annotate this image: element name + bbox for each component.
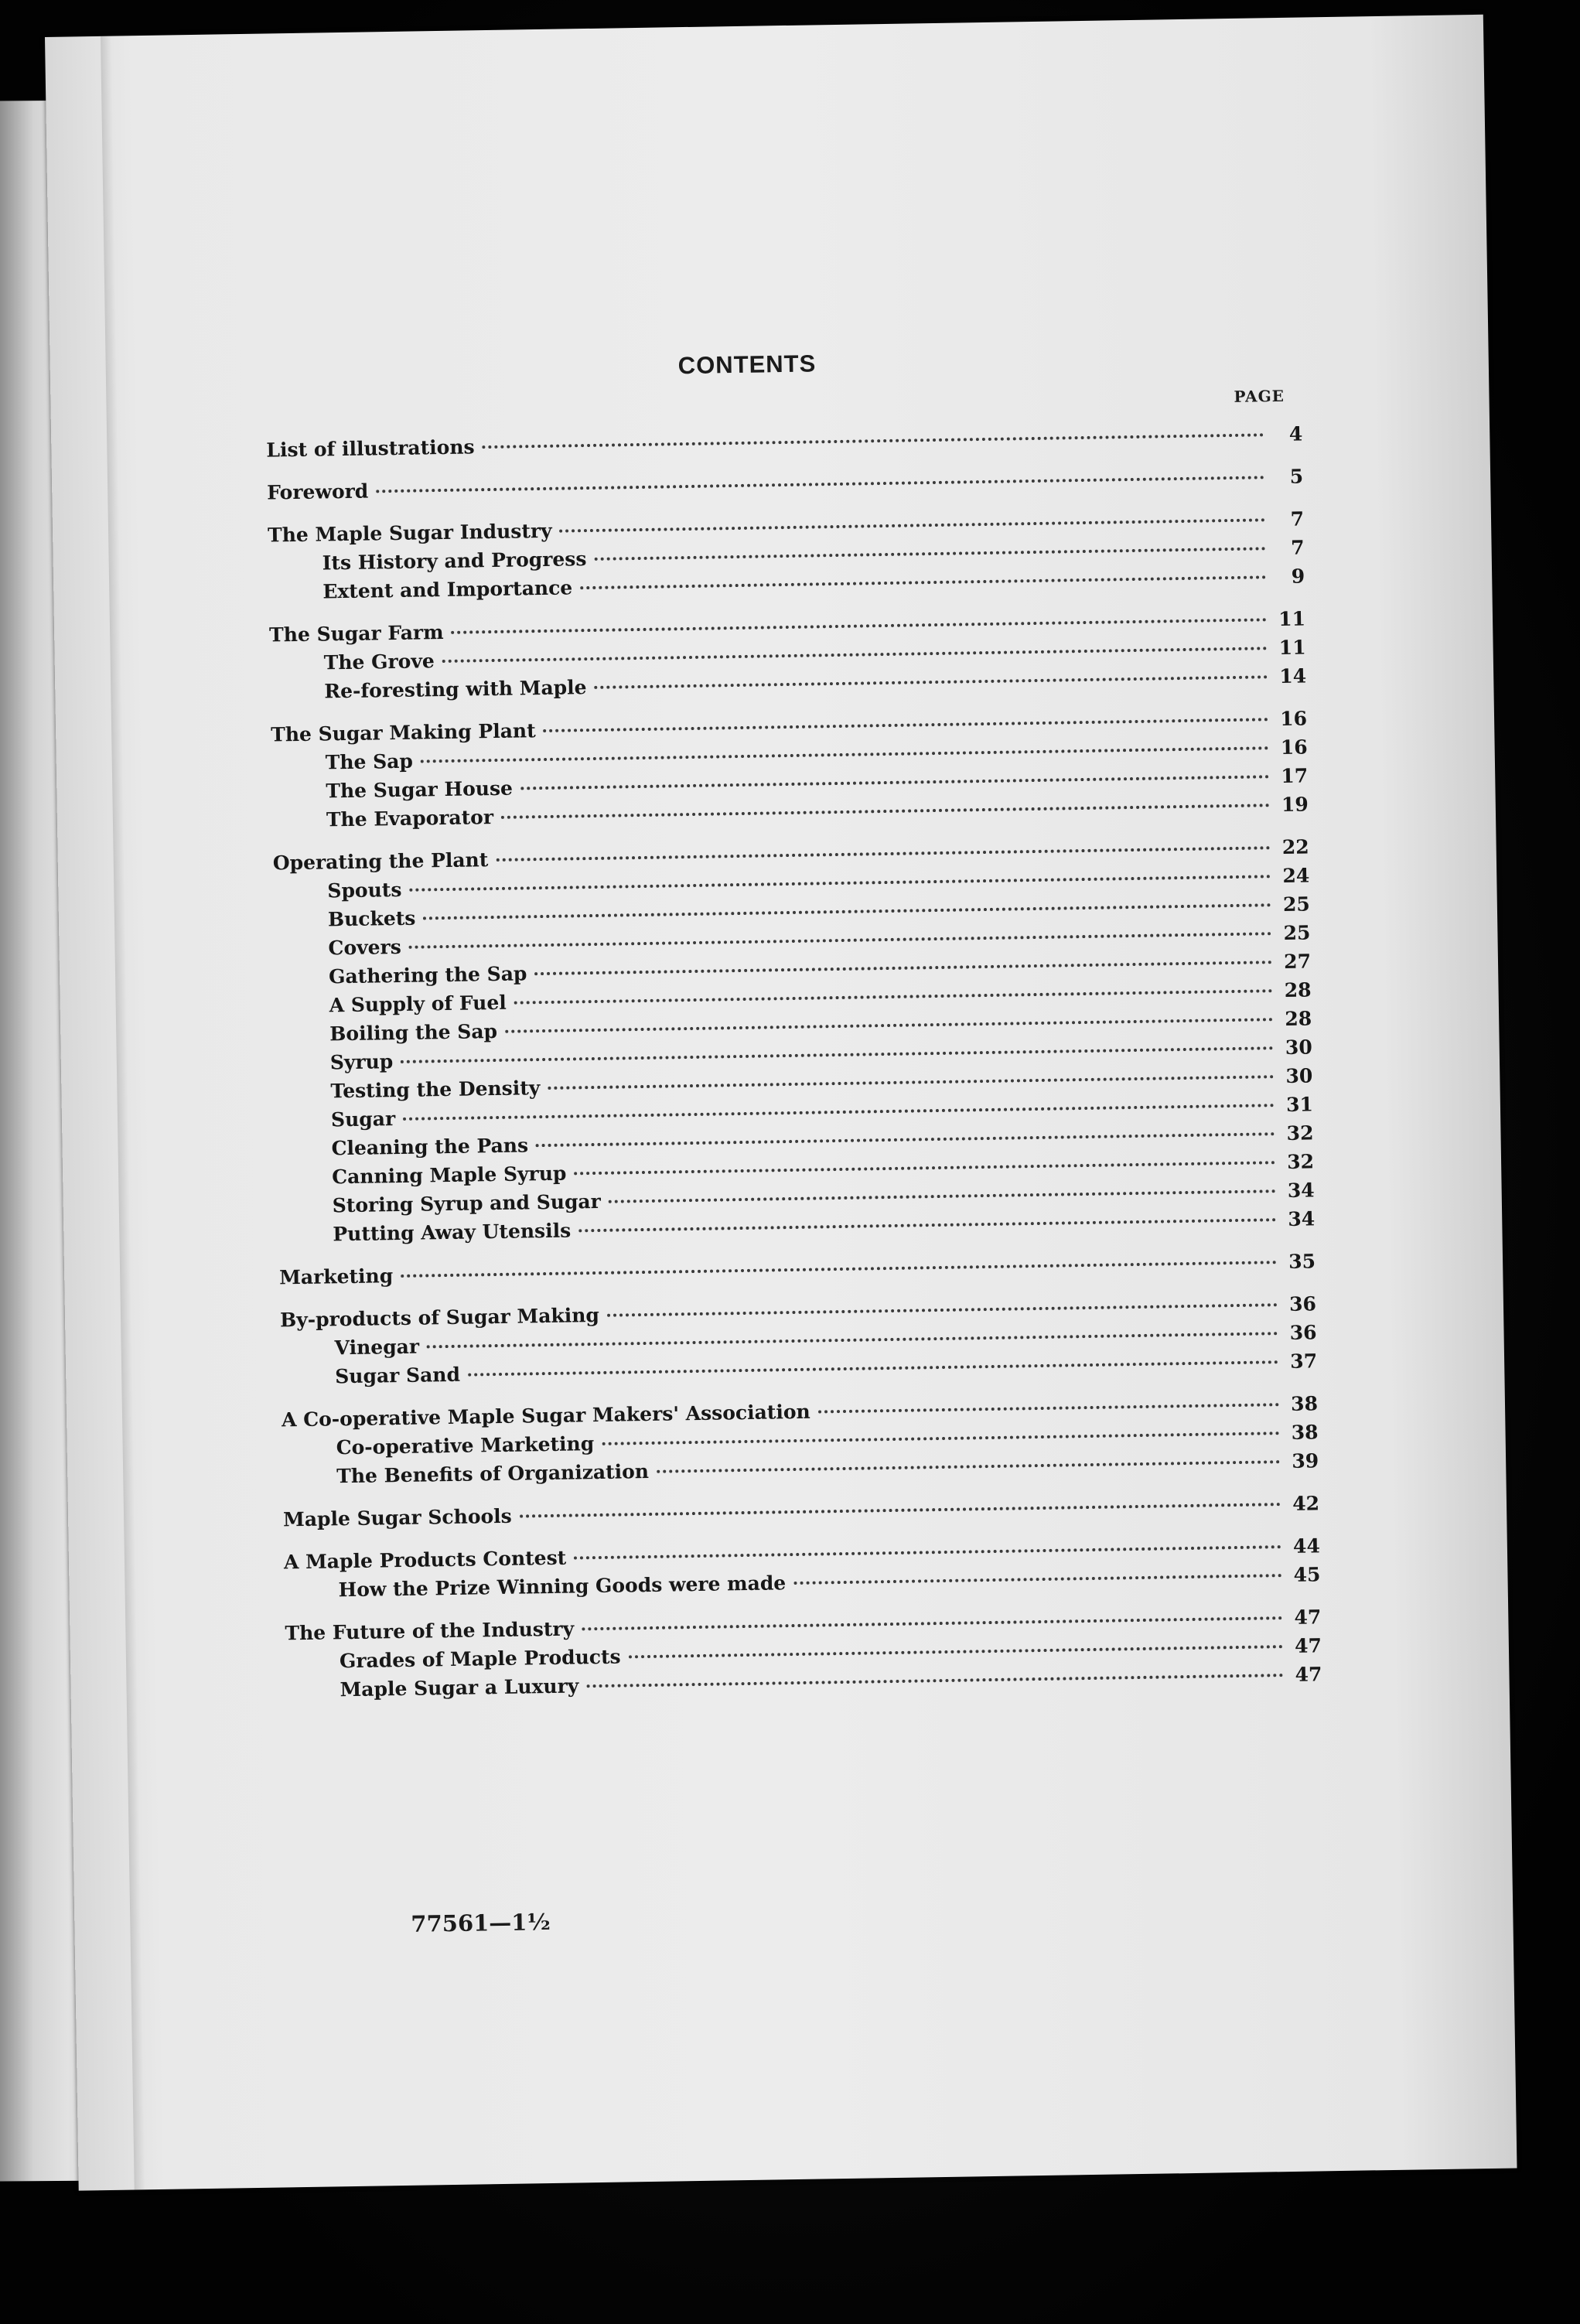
print-code: 77561—1½: [411, 1909, 551, 1937]
toc-page-number: 39: [1292, 1449, 1319, 1473]
toc-entry: [266, 420, 1302, 465]
toc-entry-title: Canning Maple Syrup: [331, 1162, 567, 1189]
toc-page-number: 38: [1290, 1392, 1319, 1415]
toc-entry-title: The Grove: [323, 650, 435, 674]
toc-page-number: 31: [1285, 1093, 1314, 1116]
toc-page-number: 16: [1280, 735, 1308, 759]
dot-leader: [468, 1360, 1278, 1376]
toc-page-number: 7: [1290, 507, 1305, 531]
toc-entry: [283, 1489, 1319, 1534]
toc-page-number: 16: [1280, 707, 1308, 731]
toc-entry-title: Gathering the Sap: [328, 962, 527, 988]
dot-leader: [520, 1503, 1281, 1517]
toc-page-number: 36: [1289, 1321, 1317, 1344]
dot-leader: [580, 575, 1266, 589]
contents-heading: CONTENTS: [677, 350, 817, 380]
toc-page-number: 5: [1289, 465, 1304, 488]
toc-section: [283, 1489, 1319, 1534]
toc-page-number: 35: [1288, 1250, 1316, 1273]
toc-entry-title: Foreword: [267, 479, 369, 504]
dot-leader: [793, 1574, 1281, 1585]
toc-entry-title: Sugar Sand: [335, 1363, 461, 1388]
toc-page-number: 47: [1294, 1606, 1322, 1629]
dot-leader: [534, 961, 1272, 975]
toc-entry-title: Vinegar: [334, 1335, 420, 1360]
toc-page-number: 32: [1286, 1121, 1314, 1145]
dot-leader: [505, 1018, 1273, 1033]
toc-page-number: 19: [1281, 793, 1309, 817]
toc-page-number: 24: [1282, 864, 1310, 887]
dot-leader: [578, 1218, 1276, 1232]
toc-page-number: 11: [1278, 636, 1306, 660]
toc-entry-title: Grades of Maple Products: [339, 1645, 621, 1673]
dot-leader: [376, 476, 1264, 493]
toc-entry-title: Extent and Importance: [322, 576, 573, 603]
dot-leader: [657, 1460, 1280, 1473]
toc-page-number: 22: [1281, 835, 1309, 858]
toc-page-number: 28: [1284, 978, 1312, 1002]
toc-page-number: 37: [1290, 1350, 1318, 1373]
dot-leader: [483, 433, 1264, 449]
dot-leader: [403, 1104, 1275, 1121]
toc-section: [280, 1289, 1318, 1391]
dot-leader: [574, 1545, 1281, 1559]
toc-page-number: 4: [1288, 422, 1303, 445]
toc-page-number: 25: [1282, 892, 1311, 916]
dot-leader: [602, 1432, 1279, 1445]
toc-entry-title: Testing the Density: [330, 1077, 541, 1103]
dot-leader: [452, 618, 1268, 634]
toc-entry-title: List of illustrations: [266, 435, 475, 462]
dot-leader: [560, 518, 1265, 532]
dot-leader: [401, 1046, 1274, 1063]
page-column-label: PAGE: [1234, 386, 1285, 406]
toc-page-number: 30: [1285, 1036, 1312, 1059]
toc-page-number: 25: [1283, 921, 1311, 944]
toc-section: [273, 832, 1316, 1249]
dot-leader: [594, 547, 1265, 561]
dot-leader: [427, 1332, 1278, 1348]
toc-entry-title: Buckets: [327, 906, 416, 931]
toc-section: [266, 420, 1302, 465]
toc-page-number: 27: [1283, 950, 1312, 973]
toc-page-number: 11: [1278, 607, 1306, 631]
toc-entry-title: Co-operative Marketing: [336, 1432, 595, 1459]
toc-entry-title: The Sugar Making Plant: [270, 719, 536, 746]
toc-entry-title: Covers: [328, 935, 402, 960]
toc-entry-title: Operating the Plant: [272, 848, 489, 875]
dot-leader: [544, 718, 1268, 732]
toc-entry-title: Sugar: [330, 1107, 396, 1131]
dot-leader: [607, 1303, 1278, 1317]
toc-page-number: 34: [1288, 1207, 1316, 1230]
dot-leader: [409, 932, 1272, 949]
toc-section: [271, 704, 1309, 834]
dot-leader: [401, 1261, 1277, 1278]
toc-entry-title: Cleaning the Pans: [331, 1134, 529, 1160]
dot-leader: [548, 1075, 1274, 1090]
toc-entry-title: Maple Sugar Schools: [282, 1504, 512, 1531]
dot-leader: [818, 1403, 1279, 1413]
toc-page-number: 42: [1292, 1492, 1320, 1515]
toc-page-number: 14: [1279, 664, 1307, 688]
toc-page-number: 7: [1290, 536, 1305, 559]
toc-section: [285, 1602, 1322, 1705]
toc-entry-title: Marketing: [279, 1264, 394, 1289]
toc-section: [267, 462, 1303, 507]
dot-leader: [501, 804, 1270, 819]
toc-page-number: 47: [1294, 1634, 1322, 1657]
dot-leader: [514, 989, 1273, 1004]
toc-entry-title: Storing Syrup and Sugar: [332, 1189, 602, 1217]
dot-leader: [536, 1132, 1275, 1147]
toc-entry-title: The Sugar Farm: [268, 620, 444, 647]
dot-leader: [574, 1161, 1275, 1175]
toc-entry-title: Syrup: [329, 1050, 394, 1074]
toc-entry-title: The Benefits of Organization: [336, 1459, 650, 1488]
toc-page-number: 30: [1285, 1064, 1313, 1087]
toc-entry-title: Maple Sugar a Luxury: [340, 1674, 579, 1701]
toc-page-number: 17: [1281, 764, 1309, 788]
toc-entry-title: The Sugar House: [326, 776, 514, 803]
toc-page-number: 45: [1293, 1563, 1321, 1586]
dot-leader: [586, 1674, 1283, 1688]
toc-entry-title: The Evaporator: [326, 806, 494, 831]
toc-page-number: 9: [1291, 565, 1305, 588]
toc-entry-title: A Supply of Fuel: [329, 991, 507, 1017]
dot-leader: [629, 1645, 1283, 1658]
toc-page-number: 28: [1285, 1007, 1312, 1030]
toc-entry: [267, 462, 1303, 507]
toc-section: [284, 1531, 1321, 1605]
toc-section: [268, 505, 1305, 607]
toc-entry-title: A Co-operative Maple Sugar Makers' Association: [281, 1400, 810, 1432]
toc-section: [279, 1247, 1316, 1292]
dot-leader: [423, 903, 1271, 920]
toc-page-number: 32: [1287, 1150, 1315, 1173]
dot-leader: [582, 1616, 1282, 1630]
toc-page-number: 44: [1292, 1534, 1321, 1558]
dot-leader: [421, 746, 1269, 763]
toc-page-number: 34: [1287, 1179, 1315, 1202]
table-of-contents: [266, 420, 1322, 1719]
toc-entry-title: How the Prize Winning Goods were made: [338, 1572, 787, 1602]
dot-leader: [442, 647, 1268, 663]
dot-leader: [496, 846, 1270, 862]
toc-page-number: 38: [1291, 1421, 1319, 1444]
toc-entry-title: A Maple Products Contest: [283, 1546, 567, 1574]
toc-entry-title: Boiling the Sap: [329, 1019, 498, 1046]
toc-entry-title: The Sap: [325, 749, 414, 774]
toc-section: [282, 1389, 1319, 1491]
toc-section: [269, 604, 1307, 706]
dot-leader: [609, 1189, 1276, 1203]
toc-entry-title: Putting Away Utensils: [333, 1219, 572, 1246]
toc-entry-title: By-products of Sugar Making: [279, 1303, 600, 1332]
dot-leader: [409, 875, 1271, 891]
toc-entry-title: The Maple Sugar Industry: [267, 519, 552, 547]
toc-entry: [279, 1247, 1316, 1292]
toc-page-number: 47: [1295, 1663, 1322, 1686]
document-page: [45, 15, 1517, 2191]
toc-entry-title: Spouts: [327, 878, 402, 903]
toc-entry-title: Its History and Progress: [322, 548, 587, 575]
toc-entry-title: Re-foresting with Maple: [324, 676, 587, 703]
dot-leader: [595, 675, 1268, 689]
toc-page-number: 36: [1288, 1292, 1317, 1316]
toc-entry-title: The Future of the Industry: [285, 1617, 575, 1645]
dot-leader: [520, 775, 1269, 790]
binding-crease: [101, 36, 145, 2190]
